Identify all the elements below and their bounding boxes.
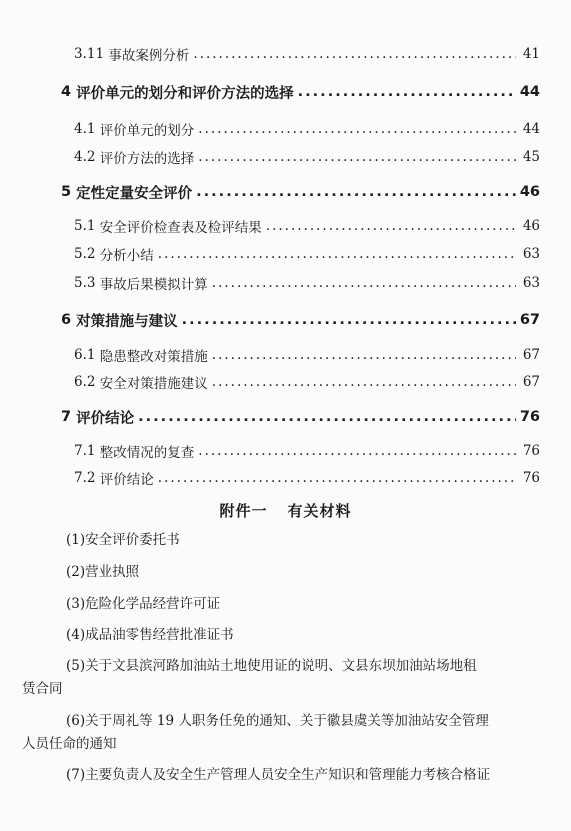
toc-leader: [266, 218, 516, 234]
toc-page: 45: [522, 149, 540, 165]
attachment-item: (6)关于周礼等 19 人职务任免的通知、关于徽县虞关等加油站安全管理: [66, 713, 489, 729]
toc-number: 4.2: [74, 149, 96, 165]
toc-title: 评价单元的划分: [99, 123, 195, 139]
toc-leader: [198, 121, 516, 137]
toc-leader: [198, 149, 516, 165]
toc-title: 评价结论: [99, 472, 154, 488]
toc-page: 76: [522, 470, 540, 486]
toc-entry-4-2: [0, 145, 571, 169]
toc-title: 安全评价检查表及检评结果: [99, 220, 262, 236]
toc-page: 63: [522, 275, 540, 291]
toc-entry-4-1: [0, 117, 571, 141]
appendix-label: 附件一: [219, 502, 268, 520]
toc-title: 评价结论: [76, 410, 135, 427]
toc-number: 5.1: [74, 218, 96, 234]
toc-entry-3-11: [0, 42, 571, 66]
toc-leader: [298, 84, 516, 100]
toc-title: 事故后果模拟计算: [99, 277, 208, 293]
toc-leader: [212, 275, 516, 291]
toc-title: 隐患整改对策措施: [99, 349, 208, 365]
toc-page: 44: [522, 121, 540, 137]
toc-page: 76: [519, 409, 540, 425]
toc-number: 6.2: [74, 374, 96, 390]
toc-entry-7-2: [0, 466, 571, 490]
toc-entry-5-1: [0, 214, 571, 238]
toc-number: 3.11: [74, 46, 105, 62]
toc-leader: [158, 246, 516, 262]
toc-entry-7-1: [0, 439, 571, 463]
toc-leader: [138, 409, 516, 425]
toc-title: 评价单元的划分和评价方法的选择: [76, 85, 294, 102]
toc-leader: [212, 374, 516, 390]
appendix-heading: [0, 500, 571, 521]
toc-entry-4: [0, 80, 571, 104]
appendix-title: 有关材料: [287, 502, 352, 520]
toc-page: 63: [522, 246, 540, 262]
attachment-item: (5)关于文县滨河路加油站土地使用证的说明、文县东坝加油站场地租: [66, 658, 477, 674]
toc-entry-5-2: [0, 242, 571, 266]
toc-title: 整改情况的复查: [99, 445, 195, 461]
toc-number: 7.2: [74, 470, 96, 486]
attachment-item: (1)安全评价委托书: [66, 532, 180, 548]
toc-entry-6-1: [0, 343, 571, 367]
toc-page: 67: [519, 312, 540, 328]
toc-page: 67: [522, 347, 540, 363]
toc-title: 安全对策措施建议: [99, 376, 208, 392]
toc-leader: [158, 470, 516, 486]
toc-number: 6: [61, 312, 72, 328]
attachment-item: (7)主要负责人及安全生产管理人员安全生产知识和管理能力考核合格证: [66, 767, 491, 783]
toc-number: 5.2: [74, 246, 96, 262]
toc-page: 44: [519, 84, 540, 100]
toc-leader: [193, 46, 516, 62]
toc-entry-6: [0, 308, 571, 332]
toc-number: 4: [61, 84, 72, 100]
toc-page: 76: [522, 443, 540, 459]
toc-number: 6.1: [74, 347, 96, 363]
attachment-item-continuation: 人员任命的通知: [22, 736, 117, 752]
toc-title: 对策措施与建议: [76, 313, 178, 330]
toc-page: 67: [522, 374, 540, 390]
toc-page: 41: [522, 46, 540, 62]
toc-title: 事故案例分析: [108, 48, 190, 64]
toc-entry-5-3: [0, 271, 571, 295]
toc-number: 5: [61, 184, 72, 200]
toc-page: 46: [519, 184, 540, 200]
attachment-item: (3)危险化学品经营许可证: [66, 596, 221, 612]
toc-number: 5.3: [74, 275, 96, 291]
toc-number: 7: [61, 409, 72, 425]
toc-title: 评价方法的选择: [99, 151, 195, 167]
toc-leader: [182, 312, 516, 328]
toc-leader: [212, 347, 516, 363]
toc-entry-6-2: [0, 370, 571, 394]
toc-entry-7: [0, 405, 571, 429]
toc-title: 分析小结: [99, 248, 154, 264]
attachment-item-continuation: 赁合同: [22, 681, 63, 697]
toc-page: 46: [522, 218, 540, 234]
toc-title: 定性定量安全评价: [76, 185, 193, 202]
toc-leader: [196, 184, 516, 200]
toc-number: 7.1: [74, 443, 96, 459]
toc-number: 4.1: [74, 121, 96, 137]
attachment-item: (2)营业执照: [66, 564, 140, 580]
toc-entry-5: [0, 180, 571, 204]
attachment-item: (4)成品油零售经营批准证书: [66, 627, 234, 643]
toc-leader: [198, 443, 516, 459]
